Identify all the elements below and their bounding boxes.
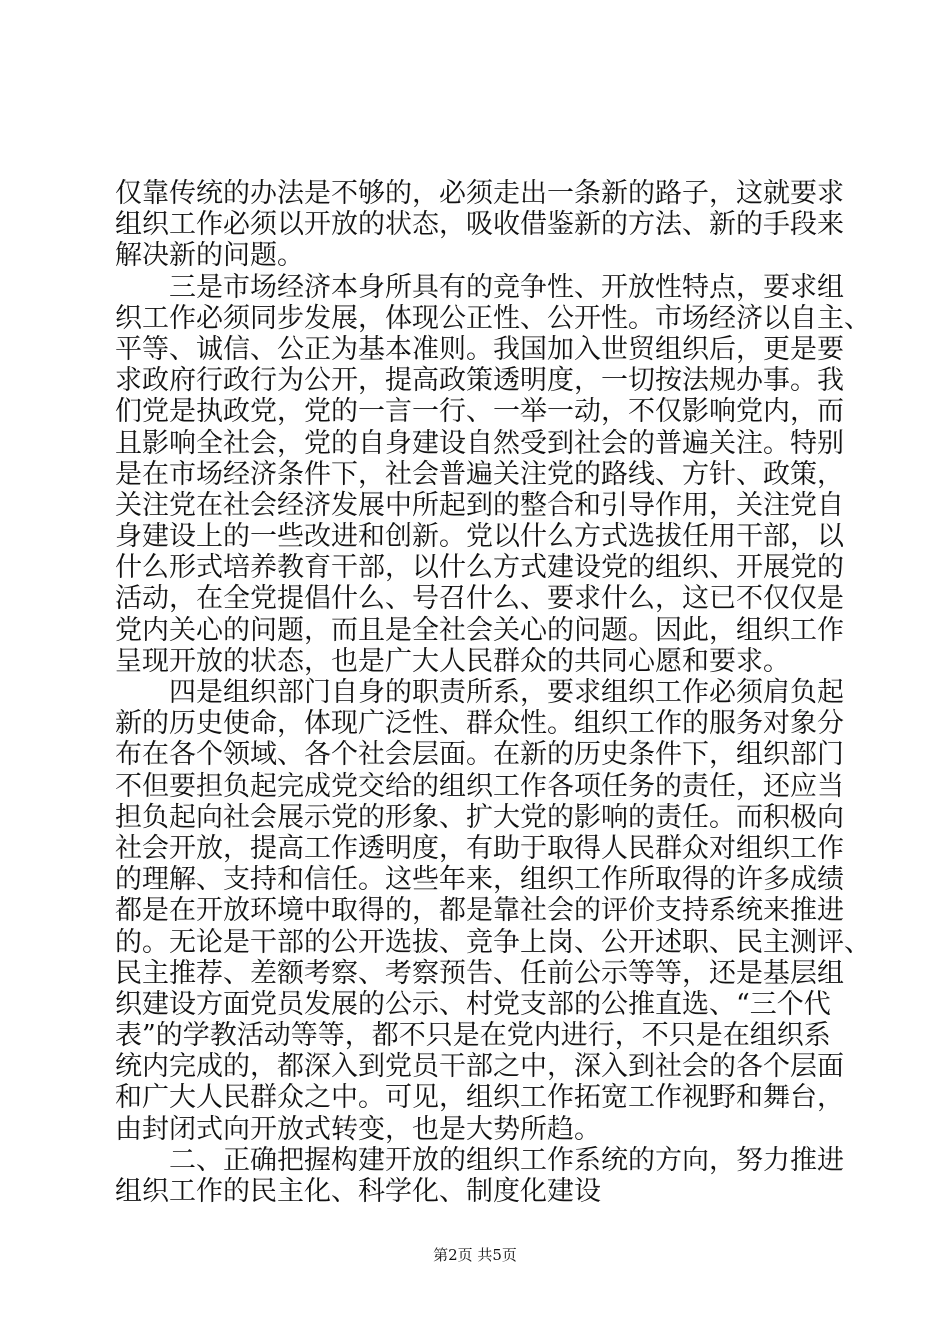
text-line: 平等、诚信、公正为基本准则。我国加入世贸组织后，更是要 xyxy=(115,333,844,365)
text-line: 求政府行政行为公开，提高政策透明度，一切按法规办事。我 xyxy=(115,365,844,397)
text-line: 身建设上的一些改进和创新。党以什么方式选拔任用干部，以 xyxy=(115,521,844,553)
text-line: 都是在开放环境中取得的，都是靠社会的评价支持系统来推进 xyxy=(115,895,844,927)
text-line: 是在市场经济条件下，社会普遍关注党的路线、方针、政策， xyxy=(115,458,844,490)
text-line: 布在各个领域、各个社会层面。在新的历史条件下，组织部门 xyxy=(115,739,844,771)
text-line: 关注党在社会经济发展中所起到的整合和引导作用，关注党自 xyxy=(115,489,844,521)
text-line: 仅靠传统的办法是不够的，必须走出一条新的路子，这就要求 xyxy=(115,178,844,209)
text-line: 四是组织部门自身的职责所系，要求组织工作必须肩负起 xyxy=(115,677,844,708)
text-line: 组织工作必须以开放的状态，吸收借鉴新的方法、新的手段来 xyxy=(115,209,844,241)
text-line: 的理解、支持和信任。这些年来，组织工作所取得的许多成绩 xyxy=(115,864,844,896)
text-line: 新的历史使命，体现广泛性、群众性。组织工作的服务对象分 xyxy=(115,708,844,740)
text-line: 们党是执政党，党的一言一行、一举一动，不仅影响党内，而 xyxy=(115,396,844,428)
text-line: 组织工作的民主化、科学化、制度化建设 xyxy=(115,1176,601,1207)
text-line: 呈现开放的状态，也是广大人民群众的共同心愿和要求。 xyxy=(115,645,790,677)
text-line: 和广大人民群众之中。可见，组织工作拓宽工作视野和舞台， xyxy=(115,1082,844,1114)
text-line: 表”的学教活动等等，都不只是在党内进行，不只是在组织系 xyxy=(115,1020,831,1052)
text-line: 统内完成的，都深入到党员干部之中，深入到社会的各个层面 xyxy=(115,1051,844,1083)
text-line: 党内关心的问题，而且是全社会关心的问题。因此，组织工作 xyxy=(115,614,844,646)
page-footer xyxy=(0,1244,950,1265)
text-line: 由封闭式向开放式转变，也是大势所趋。 xyxy=(115,1113,601,1145)
text-line: 三是市场经济本身所具有的竞争性、开放性特点，要求组 xyxy=(115,271,844,303)
text-line: 且影响全社会，党的自身建设自然受到社会的普遍关注。特别 xyxy=(115,427,844,459)
text-line: 的。无论是干部的公开选拔、竞争上岗、公开述职、民主测评、 xyxy=(115,926,871,958)
text-line: 什么形式培养教育干部，以什么方式建设党的组织、开展党的 xyxy=(115,552,844,584)
page-number: 第2页 共5页 xyxy=(433,1246,517,1264)
text-line: 织建设方面党员发展的公示、村党支部的公推直选、“三个代 xyxy=(115,988,831,1020)
body-text xyxy=(115,178,871,1207)
text-line: 民主推荐、差额考察、考察预告、任前公示等等，还是基层组 xyxy=(115,957,844,989)
text-line: 社会开放，提高工作透明度，有助于取得人民群众对组织工作 xyxy=(115,832,844,864)
text-line: 解决新的问题。 xyxy=(115,240,304,272)
text-line: 不但要担负起完成党交给的组织工作各项任务的责任，还应当 xyxy=(115,770,844,802)
text-line: 二、正确把握构建开放的组织工作系统的方向，努力推进 xyxy=(115,1144,844,1176)
text-line: 织工作必须同步发展，体现公正性、公开性。市场经济以自主、 xyxy=(115,302,871,334)
text-line: 活动，在全党提倡什么、号召什么、要求什么，这已不仅仅是 xyxy=(115,583,844,615)
text-line: 担负起向社会展示党的形象、扩大党的影响的责任。而积极向 xyxy=(115,801,844,833)
